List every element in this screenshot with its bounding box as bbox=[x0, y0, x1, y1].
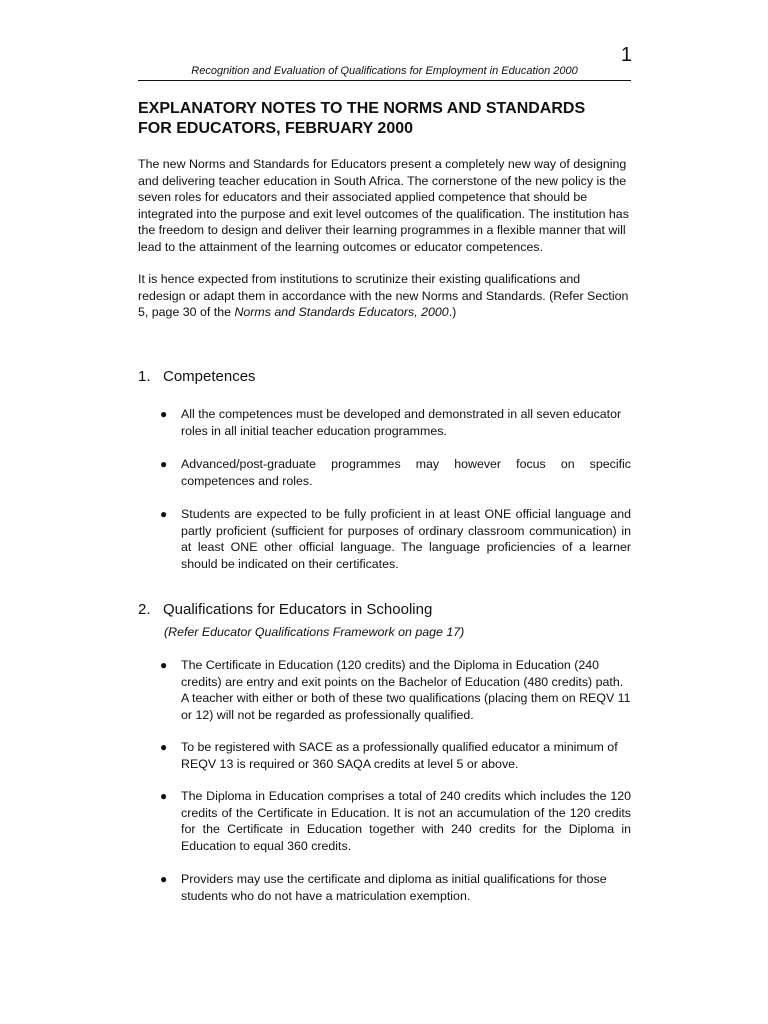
list-item bbox=[160, 657, 631, 723]
list-item-text: Advanced/post-graduate programmes may however focus on specific competences and roles. bbox=[181, 457, 631, 488]
bullet-icon: ● bbox=[160, 872, 168, 886]
intro-paragraph-2-end: .) bbox=[448, 305, 457, 319]
running-header: Recognition and Evaluation of Qualifications for Employment in Education 2000 bbox=[191, 65, 578, 77]
list-item bbox=[160, 506, 631, 572]
intro-paragraph-2 bbox=[138, 271, 631, 321]
bullet-icon: ● bbox=[160, 407, 168, 421]
section-note: (Refer Educator Qualifications Framework on page 17) bbox=[164, 625, 465, 639]
section-title: Competences bbox=[163, 368, 256, 385]
document-title-line-1: EXPLANATORY NOTES TO THE NORMS AND STANDARDS bbox=[138, 100, 586, 117]
bullet-icon: ● bbox=[160, 457, 168, 471]
page-number: 1 bbox=[620, 44, 632, 66]
section-heading-competences bbox=[138, 367, 631, 387]
intro-paragraph-1: The new Norms and Standards for Educators present a completely new way of designing and delivering teacher education in South Africa. The cornerstone of the new policy is the seven roles for educators and their associated applied competence that should be integrated into the purpose and exit level outcomes of the qualification. The institution has the freedom to design and deliver their learning programmes in a flexible manner that will lead to the attainment of the learning outcomes or educator competences. bbox=[138, 157, 629, 254]
header-rule bbox=[138, 80, 631, 81]
section-number: 2. bbox=[138, 601, 151, 618]
list-item-text: To be registered with SACE as a professionally qualified educator a minimum of REQV 13 is required or 360 SAQA credits at level 5 or above. bbox=[181, 740, 618, 771]
section-title: Qualifications for Educators in Schooling bbox=[163, 601, 433, 618]
list-item bbox=[160, 406, 631, 439]
document-title-line-2: FOR EDUCATORS, FEBRUARY 2000 bbox=[138, 120, 414, 137]
list-item bbox=[160, 788, 631, 854]
intro-paragraph-2-reference: Norms and Standards Educators, 2000 bbox=[234, 305, 449, 319]
bullet-icon: ● bbox=[160, 658, 168, 672]
intro-paragraph-2-text: It is hence expected from institutions to scrutinize their existing qualifications and redesign or adapt them in accordance with the new Norms and Standards. (Refer Section 5, page 30 of the bbox=[138, 272, 629, 319]
bullet-icon: ● bbox=[160, 507, 168, 521]
list-item-text: All the competences must be developed and demonstrated in all seven educator roles in all initial teacher education programmes. bbox=[181, 407, 622, 438]
list-item-text: Students are expected to be fully proficient in at least ONE official language and partly proficient (sufficient for purposes of ordinary classroom communication) in at least ONE other official language. The language proficiencies of a learner should be indicated on their certificates. bbox=[181, 507, 631, 571]
list-item-text: The Diploma in Education comprises a total of 240 credits which includes the 120 credits of the Certificate in Education. It is not an accumulation of the 120 credits for the Certificate in Education together with 240 credits for the Diploma in Education to equal 360 credits. bbox=[181, 789, 631, 853]
list-item bbox=[160, 456, 631, 489]
bullet-icon: ● bbox=[160, 740, 168, 754]
bullet-icon: ● bbox=[160, 789, 168, 803]
list-item bbox=[160, 739, 631, 772]
list-item-text: The Certificate in Education (120 credits) and the Diploma in Education (240 credits) are entry and exit points on the Bachelor of Education (480 credits) path. A teacher with either or both of these two qualifications (placing them on REQV 11 or 12) will not be regarded as professionally qualified. bbox=[181, 658, 631, 722]
list-item-text: Providers may use the certificate and diploma as initial qualifications for those students who do not have a matriculation exemption. bbox=[181, 872, 607, 903]
section-heading-qualifications bbox=[138, 600, 631, 620]
section-number: 1. bbox=[138, 368, 151, 385]
list-item bbox=[160, 871, 631, 904]
document-title bbox=[138, 99, 631, 139]
